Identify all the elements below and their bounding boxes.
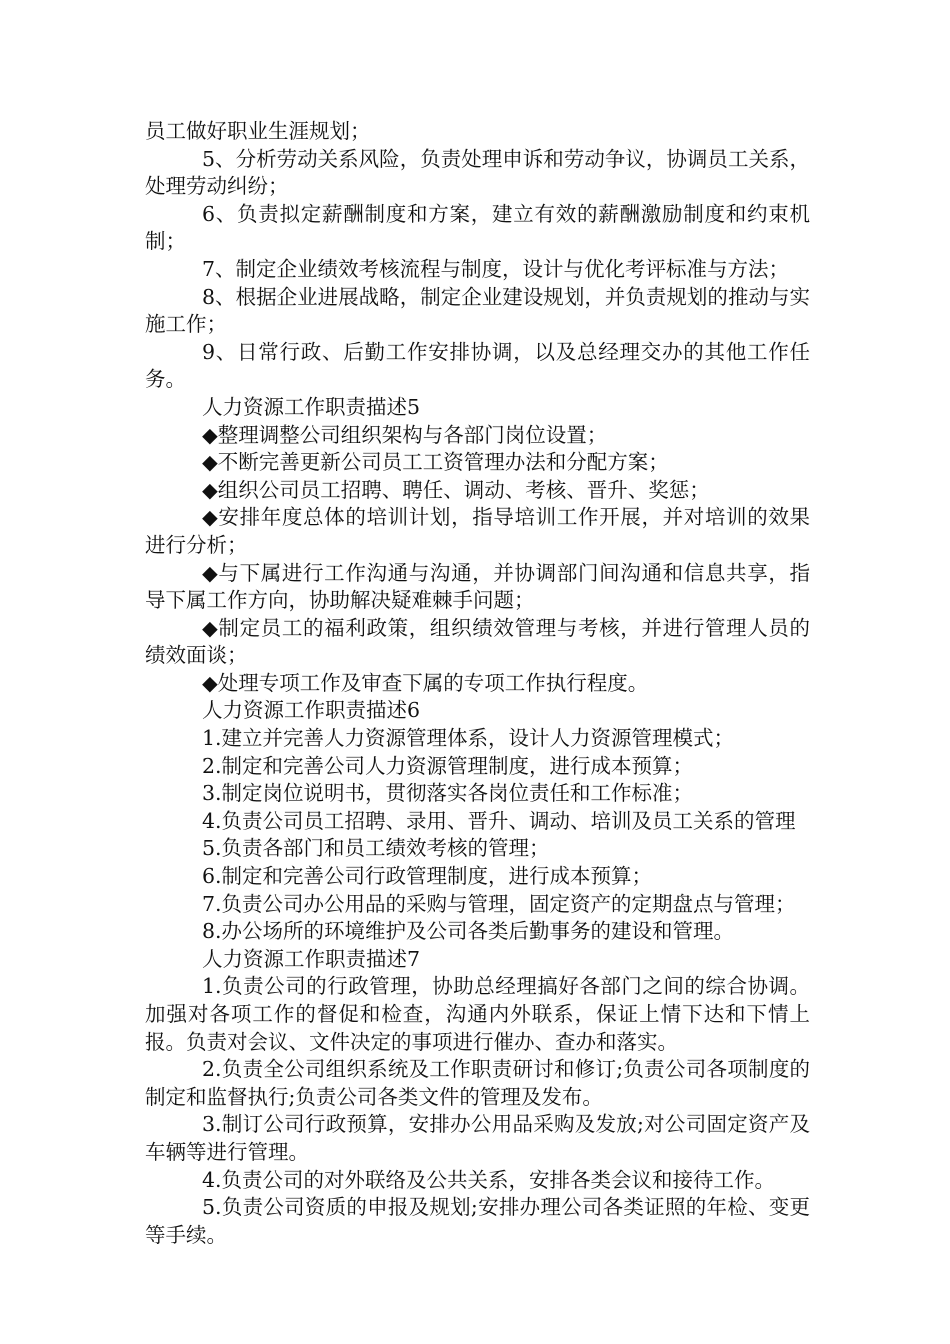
continued-text: 员工做好职业生涯规划； (145, 119, 371, 143)
duty-item: 6.制定和完善公司行政管理制度，进行成本预算； (202, 864, 653, 889)
duty-item: ◆整理调整公司组织架构与各部门岗位设置； (202, 422, 608, 447)
duty-item: 1.负责公司的行政管理，协助总经理搞好各部门之间的综合协调。加强对各项工作的督促和检查，沟通内外联系，保证上情下达和下情上报。负责对会议、文件决定的事项进行催办、查办和落实。 (145, 974, 810, 1054)
duty-item: ◆不断完善更新公司员工工资管理办法和分配方案； (202, 450, 669, 475)
duty-item: ◆组织公司员工招聘、聘任、调动、考核、晋升、奖惩； (202, 477, 710, 502)
section-heading: 人力资源工作职责描述7 (202, 946, 421, 971)
duty-item: 8.办公场所的环境维护及公司各类后勤事务的建设和管理。 (202, 919, 735, 944)
duty-item: 4.负责公司的对外联络及公共关系，安排各类会议和接待工作。 (202, 1167, 776, 1192)
duty-item: 5.负责各部门和员工绩效考核的管理； (202, 836, 550, 861)
duty-item: ◆处理专项工作及审查下属的专项工作执行程度。 (202, 670, 649, 695)
duty-item: 2.制定和完善公司人力资源管理制度，进行成本预算； (202, 753, 694, 778)
section-heading: 人力资源工作职责描述5 (202, 394, 421, 419)
duty-item: 3.制定岗位说明书，贯彻落实各岗位责任和工作标准； (202, 781, 694, 806)
duty-item: 5、分析劳动关系风险，负责处理申诉和劳动争议，协调员工关系，处理劳动纠纷； (145, 146, 810, 199)
duty-item: 6、负责拟定薪酬制度和方案，建立有效的薪酬激励制度和约束机制； (145, 201, 810, 254)
duty-item: 9、日常行政、后勤工作安排协调，以及总经理交办的其他工作任务。 (145, 339, 810, 392)
section-heading: 人力资源工作职责描述6 (202, 698, 421, 723)
duty-item: 3.制订公司行政预算，安排办公用品采购及发放;对公司固定资产及车辆等进行管理。 (145, 1112, 810, 1164)
duty-item: 7.负责公司办公用品的采购与管理，固定资产的定期盘点与管理； (202, 891, 796, 916)
duty-item: ◆安排年度总体的培训计划，指导培训工作开展，并对培训的效果进行分析； (145, 505, 810, 557)
document-body (145, 118, 810, 1249)
duty-item: ◆与下属进行工作沟通与沟通，并协调部门间沟通和信息共享，指导下属工作方向，协助解决疑难棘手问题； (145, 560, 810, 613)
duty-item: 4.负责公司员工招聘、录用、晋升、调动、培训及员工关系的管理 (202, 808, 796, 833)
duty-item: ◆制定员工的福利政策，组织绩效管理与考核，并进行管理人员的绩效面谈； (145, 615, 810, 668)
duty-item: 8、根据企业进展战略，制定企业建设规划，并负责规划的推动与实施工作； (145, 284, 810, 337)
duty-item: 1.建立并完善人力资源管理体系，设计人力资源管理模式； (202, 726, 735, 751)
duty-item: 2.负责全公司组织系统及工作职责研讨和修订;负责公司各项制度的制定和监督执行;负责公司各类文件的管理及发布。 (145, 1057, 810, 1109)
duty-item: 7、制定企业绩效考核流程与制度，设计与优化考评标准与方法； (202, 256, 790, 281)
duty-item: 5.负责公司资质的申报及规划;安排办理公司各类证照的年检、变更等手续。 (145, 1195, 810, 1247)
